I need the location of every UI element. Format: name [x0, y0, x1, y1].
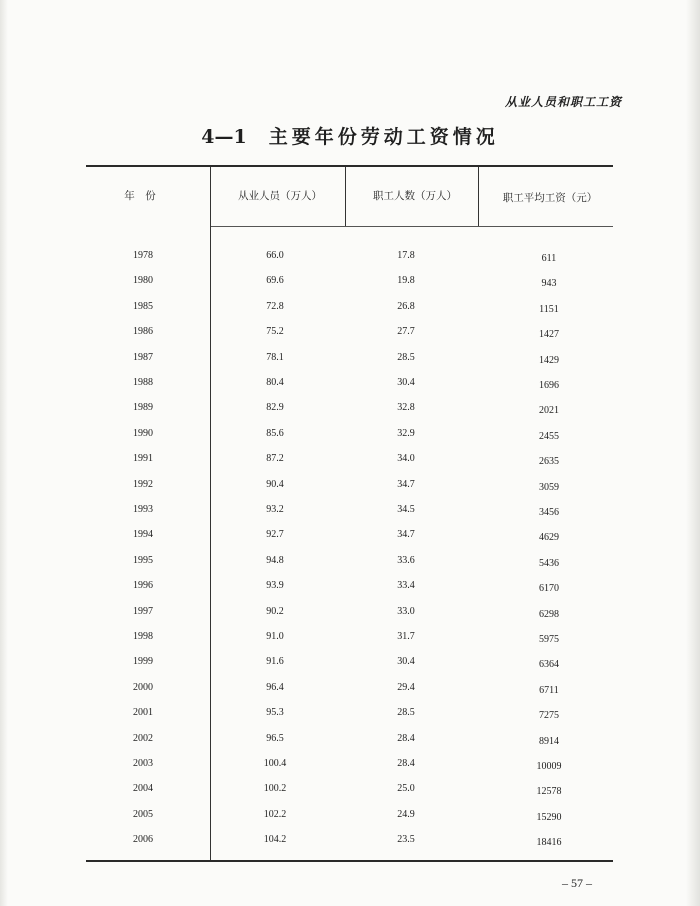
year-cell: 1999: [133, 656, 153, 668]
table-row: [0, 326, 700, 344]
employed-cell: 87.2: [266, 453, 284, 465]
employed-cell: 94.8: [266, 554, 284, 566]
staff-cell: 29.4: [397, 681, 415, 693]
staff-cell: 30.4: [397, 656, 415, 668]
staff-cell: 32.9: [397, 427, 415, 439]
staff-cell: 34.7: [397, 478, 415, 490]
year-cell: 1987: [133, 351, 153, 363]
employed-cell: 75.2: [266, 326, 284, 338]
staff-cell: 27.7: [397, 326, 415, 338]
header-employed: 从业人员（万人）: [238, 190, 322, 202]
table-row: [0, 606, 700, 624]
table-title-text: 主要年份劳动工资情况: [268, 126, 499, 148]
staff-cell: 28.5: [397, 351, 415, 363]
table-row: [0, 428, 700, 446]
year-cell: 2005: [133, 808, 153, 820]
employed-cell: 95.3: [266, 707, 284, 719]
year-cell: 1990: [133, 427, 153, 439]
column-divider-employed: [345, 167, 346, 226]
staff-cell: 17.8: [397, 250, 415, 261]
table-row: [0, 301, 700, 319]
table-row: [0, 275, 700, 293]
table-row: [0, 479, 700, 497]
employed-cell: 100.2: [263, 783, 287, 795]
page-number: – 57 –: [562, 876, 592, 890]
employed-cell: 82.9: [266, 402, 284, 414]
header-staff: 职工人数（万人）: [373, 190, 457, 202]
staff-cell: 33.4: [397, 580, 415, 592]
avg-wage-cell: 15290: [536, 811, 562, 823]
staff-cell: 28.5: [397, 707, 415, 719]
avg-wage-cell: 3456: [539, 507, 559, 518]
avg-wage-cell: 6364: [539, 659, 559, 671]
year-cell: 1994: [133, 529, 153, 541]
year-cell: 1991: [133, 453, 153, 465]
staff-cell: 19.8: [397, 275, 415, 287]
employed-cell: 92.7: [266, 529, 284, 541]
table-row: [0, 656, 700, 674]
avg-wage-cell: 2021: [539, 405, 559, 417]
avg-wage-cell: 611: [541, 253, 557, 264]
avg-wage-cell: 10009: [536, 761, 562, 772]
employed-cell: 96.5: [266, 732, 284, 744]
staff-cell: 33.6: [397, 554, 415, 566]
running-header: 从业人员和职工工资: [504, 95, 622, 109]
avg-wage-cell: 1427: [539, 329, 559, 341]
table-bottom-rule: [86, 860, 613, 862]
table-row: [0, 402, 700, 420]
table-row: [0, 809, 700, 827]
header-avg-wage: 职工平均工资（元）: [502, 192, 598, 204]
avg-wage-cell: 6298: [539, 608, 559, 620]
year-cell: 1989: [133, 402, 153, 414]
staff-cell: 34.5: [397, 504, 415, 515]
staff-cell: 25.0: [397, 783, 415, 795]
avg-wage-cell: 943: [541, 278, 557, 290]
employed-cell: 100.4: [263, 758, 287, 769]
year-cell: 2001: [133, 707, 153, 719]
staff-cell: 24.9: [397, 808, 415, 820]
column-divider-staff: [478, 167, 479, 226]
avg-wage-cell: 2635: [539, 456, 559, 468]
table-row: [0, 733, 700, 751]
staff-cell: 28.4: [397, 758, 415, 769]
employed-cell: 102.2: [263, 808, 287, 820]
table-row: [0, 580, 700, 598]
avg-wage-cell: 5975: [539, 634, 559, 645]
staff-cell: 33.0: [397, 605, 415, 617]
staff-cell: 23.5: [397, 834, 415, 846]
avg-wage-cell: 4629: [539, 532, 559, 544]
employed-cell: 90.2: [266, 605, 284, 617]
table-row: [0, 682, 700, 700]
year-cell: 2000: [133, 681, 153, 693]
avg-wage-cell: 1429: [539, 354, 559, 366]
avg-wage-cell: 5436: [539, 557, 559, 569]
employed-cell: 93.9: [266, 580, 284, 592]
year-cell: 2004: [133, 783, 153, 795]
avg-wage-cell: 1151: [539, 303, 559, 315]
avg-wage-cell: 8914: [539, 735, 559, 747]
year-cell: 1992: [133, 478, 153, 490]
table-row: [0, 250, 700, 268]
employed-cell: 90.4: [266, 478, 284, 490]
staff-cell: 31.7: [397, 631, 415, 642]
table-top-rule: [86, 165, 613, 167]
avg-wage-cell: 12578: [536, 786, 562, 798]
table-row: [0, 631, 700, 649]
staff-cell: 28.4: [397, 732, 415, 744]
avg-wage-cell: 1696: [539, 380, 559, 391]
employed-cell: 91.0: [266, 631, 284, 642]
staff-cell: 30.4: [397, 377, 415, 388]
table-row: [0, 453, 700, 471]
avg-wage-cell: 2455: [539, 430, 559, 442]
year-cell: 1988: [133, 377, 153, 388]
table-row: [0, 783, 700, 801]
avg-wage-cell: 3059: [539, 481, 559, 493]
table-row: [0, 529, 700, 547]
table-row: [0, 377, 700, 395]
year-cell: 2003: [133, 758, 153, 769]
header-under-rule: [210, 226, 613, 227]
year-cell: 1985: [133, 300, 153, 312]
employed-cell: 69.6: [266, 275, 284, 287]
employed-cell: 85.6: [266, 427, 284, 439]
employed-cell: 93.2: [266, 504, 284, 515]
table-number: 4—1: [201, 126, 247, 148]
year-cell: 1993: [133, 504, 153, 515]
year-cell: 1998: [133, 631, 153, 642]
avg-wage-cell: 6170: [539, 583, 559, 595]
employed-cell: 91.6: [266, 656, 284, 668]
year-cell: 2002: [133, 732, 153, 744]
table-title: [0, 122, 700, 149]
avg-wage-cell: 18416: [536, 837, 562, 849]
staff-cell: 34.7: [397, 529, 415, 541]
table-row: [0, 758, 700, 776]
avg-wage-cell: 7275: [539, 710, 559, 722]
year-cell: 1996: [133, 580, 153, 592]
year-cell: 1995: [133, 554, 153, 566]
year-cell: 1986: [133, 326, 153, 338]
year-cell: 1980: [133, 275, 153, 287]
staff-cell: 32.8: [397, 402, 415, 414]
staff-cell: 26.8: [397, 300, 415, 312]
table-row: [0, 504, 700, 522]
employed-cell: 80.4: [266, 377, 284, 388]
employed-cell: 104.2: [263, 834, 287, 846]
employed-cell: 96.4: [266, 681, 284, 693]
header-year: 年 份: [124, 190, 156, 202]
table-row: [0, 555, 700, 573]
year-cell: 1997: [133, 605, 153, 617]
employed-cell: 72.8: [266, 300, 284, 312]
staff-cell: 34.0: [397, 453, 415, 465]
table-row: [0, 352, 700, 370]
employed-cell: 66.0: [266, 250, 284, 261]
employed-cell: 78.1: [266, 351, 284, 363]
avg-wage-cell: 6711: [539, 684, 559, 696]
table-row: [0, 707, 700, 725]
year-cell: 1978: [133, 250, 153, 261]
year-cell: 2006: [133, 834, 153, 846]
table-row: [0, 834, 700, 852]
